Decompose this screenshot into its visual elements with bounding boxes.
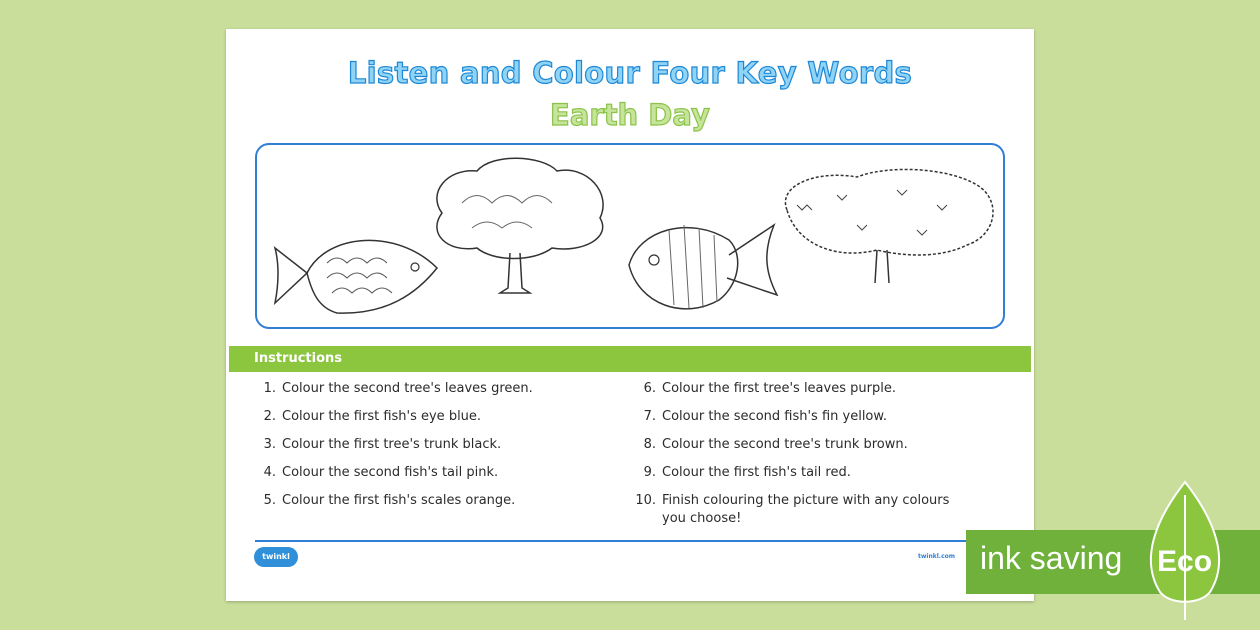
footer-divider <box>255 540 1005 542</box>
fish-one-illustration <box>267 223 447 323</box>
tree-one-illustration <box>422 153 617 298</box>
instructions-label: Instructions <box>254 351 343 366</box>
tree-two-illustration <box>777 165 1002 290</box>
fish-two-illustration <box>619 210 784 325</box>
worksheet-title: Listen and Colour Four Key Words <box>347 56 913 90</box>
colouring-picture <box>255 143 1005 329</box>
eco-label: Eco <box>1157 545 1213 578</box>
twinkl-logo: twinkl <box>254 547 298 567</box>
instructions-header <box>229 346 1031 372</box>
ink-saving-label: ink saving <box>980 540 1123 576</box>
worksheet-subtitle: Earth Day <box>550 98 710 132</box>
footer-url: twinkl.com <box>918 553 955 560</box>
